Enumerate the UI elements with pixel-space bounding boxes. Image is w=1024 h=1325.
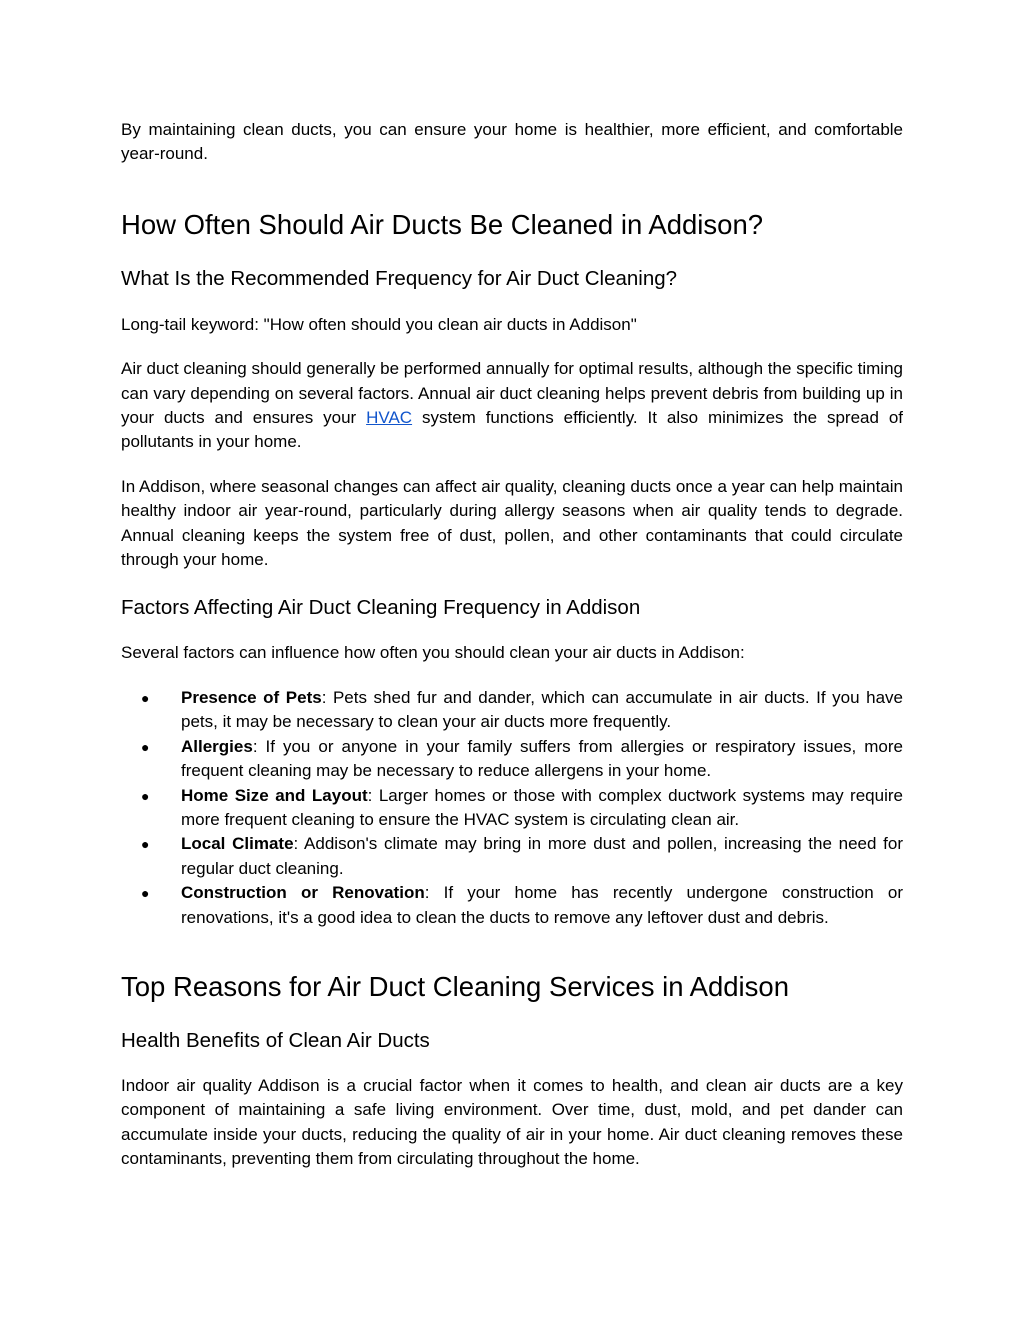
factors-intro: Several factors can influence how often you should clean your air ducts in Addison:: [121, 643, 745, 663]
factor-text: : Addison's climate may bring in more dust and pollen, increasing the need for regular duct cleaning.: [181, 834, 903, 878]
subheading-recommended-frequency: What Is the Recommended Frequency for Air Duct Cleaning?: [121, 266, 678, 290]
factor-text: : If your home has recently undergone construction or renovations, it's a good idea to clean the ducts to remove any leftover dust and debris.: [181, 883, 903, 927]
factor-text: : If you or anyone in your family suffers from allergies or respiratory issues, more frequent cleaning may be necessary to reduce allergens in your home.: [181, 736, 903, 781]
bullet-icon: ●: [141, 738, 150, 755]
section-heading-top-reasons: Top Reasons for Air Duct Cleaning Services in Addison: [121, 970, 789, 1002]
health-benefits-paragraph: Indoor air quality Addison is a crucial factor when it comes to health, and clean air ducts are a key component of maintaining a safe living environment. Over time, dust, mold, and pet dander can accumulate inside your ducts, reducing the quality of air in your home. Air duct cleaning removes these contaminants, preventing them from circulating throughout the home.: [121, 1075, 903, 1169]
frequency-paragraph-text-1: Air duct cleaning should generally be performed annually for optimal results, although the specific timing can vary depending on several factors. Annual air duct cleaning helps prevent debris from building up in your ducts and ensures your: [121, 359, 903, 428]
factor-text: : Larger homes or those with complex ductwork systems may require more frequent cleaning to ensure the HVAC system is circulating clean air.: [181, 785, 903, 829]
frequency-paragraph: [121, 357, 903, 455]
hvac-link[interactable]: HVAC: [366, 408, 413, 428]
factor-title: Local Climate: [181, 834, 294, 854]
factors-list: [121, 686, 903, 930]
bullet-icon: ●: [141, 836, 150, 853]
factor-title: Presence of Pets: [181, 687, 322, 707]
list-item: [121, 784, 903, 833]
subheading-health-benefits: Health Benefits of Clean Air Ducts: [121, 1028, 430, 1052]
keyword-line: Long-tail keyword: "How often should you clean air ducts in Addison": [121, 314, 637, 334]
list-item: [121, 881, 903, 930]
frequency-paragraph-text-2: system functions efficiently. It also minimizes the spread of pollutants in your home.: [121, 408, 904, 452]
bullet-icon: ●: [141, 689, 150, 706]
addison-seasonal-paragraph: In Addison, where seasonal changes can affect air quality, cleaning ducts once a year can help maintain healthy indoor air year-round, particularly during allergy seasons when air quality tends to degrade. Annual cleaning keeps the system free of dust, pollen, and other contaminants that could circulate through your home.: [121, 476, 903, 570]
subheading-factors: Factors Affecting Air Duct Cleaning Frequency in Addison: [121, 596, 641, 620]
list-item: [121, 686, 903, 735]
list-item: [121, 832, 903, 881]
factor-text: : Pets shed fur and dander, which can accumulate in air ducts. If you have pets, it may be necessary to clean your air ducts more frequently.: [181, 687, 904, 732]
factor-title: Allergies: [181, 736, 253, 756]
list-item: [121, 735, 903, 784]
intro-paragraph: By maintaining clean ducts, you can ensure your home is healthier, more efficient, and comfortable year-round.: [121, 120, 903, 164]
document-page: [121, 118, 903, 1172]
factor-title: Construction or Renovation: [181, 883, 425, 903]
bullet-icon: ●: [141, 787, 150, 804]
section-heading-how-often: How Often Should Air Ducts Be Cleaned in Addison?: [121, 208, 764, 240]
factor-title: Home Size and Layout: [181, 785, 368, 805]
bullet-icon: ●: [141, 885, 150, 902]
